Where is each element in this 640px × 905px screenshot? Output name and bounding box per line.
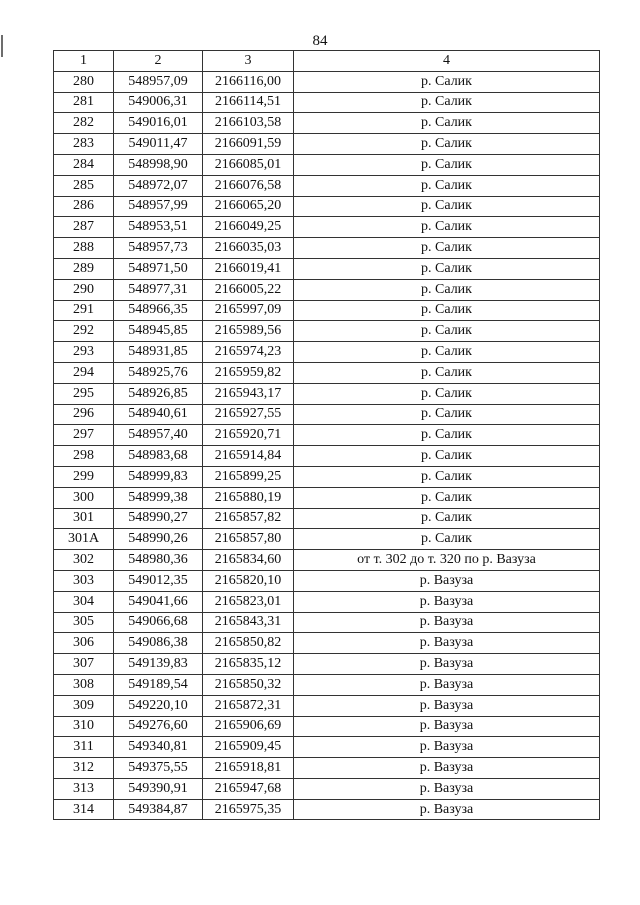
cell-y-coordinate: 2166019,41 [203, 258, 294, 279]
table-row [54, 737, 600, 758]
cell-y-coordinate: 2165975,35 [203, 799, 294, 820]
cell-point-number: 294 [54, 362, 114, 383]
cell-point-number: 297 [54, 425, 114, 446]
cell-y-coordinate: 2165918,81 [203, 758, 294, 779]
cell-description: р. Вазуза [294, 716, 600, 737]
cell-x-coordinate: 548972,07 [114, 175, 203, 196]
cell-x-coordinate: 549041,66 [114, 591, 203, 612]
cell-x-coordinate: 549066,68 [114, 612, 203, 633]
cell-point-number: 288 [54, 238, 114, 259]
cell-x-coordinate: 548957,73 [114, 238, 203, 259]
cell-x-coordinate: 548966,35 [114, 300, 203, 321]
cell-x-coordinate: 549220,10 [114, 695, 203, 716]
cell-y-coordinate: 2166116,00 [203, 71, 294, 92]
cell-x-coordinate: 549375,55 [114, 758, 203, 779]
column-header-y: 3 [203, 51, 294, 72]
cell-y-coordinate: 2165959,82 [203, 362, 294, 383]
page-number: 84 [312, 33, 328, 49]
cell-x-coordinate: 549390,91 [114, 778, 203, 799]
cell-description: р. Салик [294, 342, 600, 363]
cell-description: р. Вазуза [294, 695, 600, 716]
table-row [54, 258, 600, 279]
cell-y-coordinate: 2166076,58 [203, 175, 294, 196]
cell-point-number: 281 [54, 92, 114, 113]
cell-point-number: 305 [54, 612, 114, 633]
cell-x-coordinate: 549276,60 [114, 716, 203, 737]
cell-description: р. Вазуза [294, 654, 600, 675]
cell-point-number: 299 [54, 466, 114, 487]
cell-description: р. Вазуза [294, 799, 600, 820]
cell-y-coordinate: 2166091,59 [203, 134, 294, 155]
cell-description: р. Салик [294, 466, 600, 487]
cell-point-number: 300 [54, 487, 114, 508]
cell-y-coordinate: 2165906,69 [203, 716, 294, 737]
cell-point-number: 292 [54, 321, 114, 342]
cell-description: р. Вазуза [294, 591, 600, 612]
cell-y-coordinate: 2165927,55 [203, 404, 294, 425]
cell-point-number: 301 [54, 508, 114, 529]
cell-y-coordinate: 2165823,01 [203, 591, 294, 612]
cell-point-number: 296 [54, 404, 114, 425]
cell-description: р. Вазуза [294, 778, 600, 799]
cell-x-coordinate: 548925,76 [114, 362, 203, 383]
column-header-x: 2 [114, 51, 203, 72]
cell-point-number: 283 [54, 134, 114, 155]
table-row [54, 508, 600, 529]
cell-point-number: 306 [54, 633, 114, 654]
cell-x-coordinate: 548957,40 [114, 425, 203, 446]
cell-point-number: 313 [54, 778, 114, 799]
cell-description: р. Салик [294, 529, 600, 550]
cell-description: р. Салик [294, 362, 600, 383]
cell-x-coordinate: 549012,35 [114, 570, 203, 591]
cell-x-coordinate: 549011,47 [114, 134, 203, 155]
cell-point-number: 304 [54, 591, 114, 612]
cell-x-coordinate: 549384,87 [114, 799, 203, 820]
table-row [54, 113, 600, 134]
table-row [54, 446, 600, 467]
table-row [54, 300, 600, 321]
cell-x-coordinate: 548980,36 [114, 550, 203, 571]
cell-description: р. Салик [294, 300, 600, 321]
cell-point-number: 308 [54, 674, 114, 695]
cell-description: р. Салик [294, 508, 600, 529]
cell-y-coordinate: 2165947,68 [203, 778, 294, 799]
cell-description: р. Вазуза [294, 737, 600, 758]
column-header-description: 4 [294, 51, 600, 72]
cell-x-coordinate: 548945,85 [114, 321, 203, 342]
cell-y-coordinate: 2165989,56 [203, 321, 294, 342]
cell-x-coordinate: 548977,31 [114, 279, 203, 300]
coordinates-table [53, 50, 600, 820]
table-body [54, 71, 600, 820]
cell-y-coordinate: 2165943,17 [203, 383, 294, 404]
table-row [54, 570, 600, 591]
cell-x-coordinate: 548999,38 [114, 487, 203, 508]
table-row [54, 196, 600, 217]
cell-description: р. Вазуза [294, 758, 600, 779]
cell-x-coordinate: 548940,61 [114, 404, 203, 425]
cell-point-number: 282 [54, 113, 114, 134]
table-row [54, 716, 600, 737]
cell-description: р. Вазуза [294, 570, 600, 591]
cell-y-coordinate: 2165820,10 [203, 570, 294, 591]
cell-y-coordinate: 2165834,60 [203, 550, 294, 571]
cell-point-number: 301А [54, 529, 114, 550]
table-row [54, 175, 600, 196]
cell-description: р. Вазуза [294, 612, 600, 633]
cell-point-number: 285 [54, 175, 114, 196]
cell-description: р. Салик [294, 487, 600, 508]
cell-y-coordinate: 2165914,84 [203, 446, 294, 467]
cell-x-coordinate: 548998,90 [114, 154, 203, 175]
cell-description: р. Салик [294, 279, 600, 300]
cell-description: р. Салик [294, 113, 600, 134]
cell-y-coordinate: 2165872,31 [203, 695, 294, 716]
cell-description: р. Салик [294, 321, 600, 342]
cell-x-coordinate: 549189,54 [114, 674, 203, 695]
cell-description: р. Салик [294, 238, 600, 259]
cell-point-number: 287 [54, 217, 114, 238]
table-row [54, 799, 600, 820]
cell-x-coordinate: 548953,51 [114, 217, 203, 238]
cell-point-number: 290 [54, 279, 114, 300]
cell-point-number: 291 [54, 300, 114, 321]
cell-description: р. Вазуза [294, 674, 600, 695]
cell-y-coordinate: 2165920,71 [203, 425, 294, 446]
cell-description: р. Салик [294, 71, 600, 92]
table-row [54, 758, 600, 779]
table-row [54, 612, 600, 633]
cell-y-coordinate: 2166005,22 [203, 279, 294, 300]
table-row [54, 92, 600, 113]
cell-x-coordinate: 549006,31 [114, 92, 203, 113]
cell-description: р. Салик [294, 383, 600, 404]
cell-description: р. Вазуза [294, 633, 600, 654]
cell-point-number: 312 [54, 758, 114, 779]
cell-y-coordinate: 2165997,09 [203, 300, 294, 321]
cell-x-coordinate: 549139,83 [114, 654, 203, 675]
cell-x-coordinate: 548926,85 [114, 383, 203, 404]
cell-y-coordinate: 2165850,32 [203, 674, 294, 695]
table-row [54, 71, 600, 92]
table-row [54, 383, 600, 404]
cell-y-coordinate: 2165899,25 [203, 466, 294, 487]
cell-x-coordinate: 548957,99 [114, 196, 203, 217]
table-row [54, 154, 600, 175]
cell-description: р. Салик [294, 196, 600, 217]
table-row [54, 487, 600, 508]
table-row [54, 529, 600, 550]
cell-point-number: 314 [54, 799, 114, 820]
cell-point-number: 293 [54, 342, 114, 363]
cell-x-coordinate: 548990,27 [114, 508, 203, 529]
cell-y-coordinate: 2165857,80 [203, 529, 294, 550]
cell-x-coordinate: 548983,68 [114, 446, 203, 467]
cell-x-coordinate: 549086,38 [114, 633, 203, 654]
table-row [54, 321, 600, 342]
table-row [54, 778, 600, 799]
table-row [54, 654, 600, 675]
cell-point-number: 303 [54, 570, 114, 591]
table-header-row [54, 51, 600, 72]
table-row [54, 591, 600, 612]
table-row [54, 404, 600, 425]
cell-y-coordinate: 2166103,58 [203, 113, 294, 134]
cell-x-coordinate: 549340,81 [114, 737, 203, 758]
cell-point-number: 309 [54, 695, 114, 716]
table-row [54, 217, 600, 238]
column-header-point-number: 1 [54, 51, 114, 72]
cell-y-coordinate: 2166085,01 [203, 154, 294, 175]
cell-y-coordinate: 2165835,12 [203, 654, 294, 675]
cell-y-coordinate: 2166114,51 [203, 92, 294, 113]
cell-y-coordinate: 2166049,25 [203, 217, 294, 238]
cell-x-coordinate: 548971,50 [114, 258, 203, 279]
cell-description: р. Салик [294, 217, 600, 238]
table-row [54, 362, 600, 383]
cell-description: р. Салик [294, 425, 600, 446]
table-row [54, 633, 600, 654]
table-row [54, 342, 600, 363]
cell-description: р. Салик [294, 134, 600, 155]
cell-description: р. Салик [294, 92, 600, 113]
table-row [54, 466, 600, 487]
cell-y-coordinate: 2165843,31 [203, 612, 294, 633]
table-row [54, 134, 600, 155]
cell-y-coordinate: 2166065,20 [203, 196, 294, 217]
cell-x-coordinate: 548931,85 [114, 342, 203, 363]
cell-point-number: 284 [54, 154, 114, 175]
cell-y-coordinate: 2165857,82 [203, 508, 294, 529]
table-row [54, 279, 600, 300]
cell-x-coordinate: 548957,09 [114, 71, 203, 92]
cell-point-number: 298 [54, 446, 114, 467]
cell-point-number: 311 [54, 737, 114, 758]
cell-point-number: 310 [54, 716, 114, 737]
cell-point-number: 289 [54, 258, 114, 279]
table-row [54, 674, 600, 695]
table-row [54, 238, 600, 259]
cell-x-coordinate: 549016,01 [114, 113, 203, 134]
cell-x-coordinate: 548990,26 [114, 529, 203, 550]
cell-point-number: 286 [54, 196, 114, 217]
cell-y-coordinate: 2166035,03 [203, 238, 294, 259]
cell-description: р. Салик [294, 446, 600, 467]
cell-y-coordinate: 2165850,82 [203, 633, 294, 654]
table-row [54, 695, 600, 716]
cell-point-number: 307 [54, 654, 114, 675]
cell-point-number: 295 [54, 383, 114, 404]
cell-point-number: 302 [54, 550, 114, 571]
cell-description: р. Салик [294, 258, 600, 279]
cell-y-coordinate: 2165974,23 [203, 342, 294, 363]
table-row [54, 550, 600, 571]
cell-x-coordinate: 548999,83 [114, 466, 203, 487]
cell-description: р. Салик [294, 154, 600, 175]
cell-description: р. Салик [294, 404, 600, 425]
table-row [54, 425, 600, 446]
cell-y-coordinate: 2165909,45 [203, 737, 294, 758]
cell-description: р. Салик [294, 175, 600, 196]
cell-y-coordinate: 2165880,19 [203, 487, 294, 508]
cell-description: от т. 302 до т. 320 по р. Вазуза [294, 550, 600, 571]
cell-point-number: 280 [54, 71, 114, 92]
